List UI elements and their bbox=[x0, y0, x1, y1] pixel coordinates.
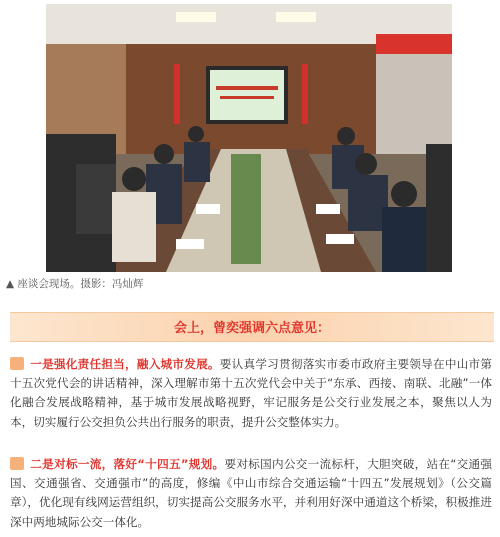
point-body-1: 要认真学习贯彻落实市委市政府主要领导在中山市第十五次党代会的讲话精神，深入理解市第十五次党代会中关于“东承、西接、南联、北融”一体化融合发展战略精神，基于城市发展战略视野，牢记服务是公交行业发展之本，聚焦以人为本，切实履行公交担负公共出行服务的职责，提升公交整体实力。 bbox=[10, 357, 492, 429]
photo-caption: ▲ 座谈会现场。摄影：冯灿辉 bbox=[6, 278, 144, 290]
meeting-photo-illustration bbox=[46, 4, 452, 272]
section-heading-banner bbox=[10, 312, 494, 342]
meeting-photo bbox=[46, 4, 452, 272]
bullet-square-icon bbox=[10, 457, 24, 470]
point-body-2: 要对标国内公交一流标杆，大胆突破，站在“交通强国、交通强省、交通强市”的高度，修编《中山市综合交通运输“十四五”发展规划》（公交篇章），优化现有线网运营组织，切实提高公交服务水平，并利用好深中通道这个桥梁，积极推进深中两地城际公交一体化。 bbox=[10, 457, 492, 529]
point-paragraph-1 bbox=[10, 355, 492, 432]
point-paragraph-2 bbox=[10, 455, 492, 532]
point-lead-1: 一是强化责任担当，融入城市发展。 bbox=[30, 357, 220, 371]
bullet-square-icon bbox=[10, 357, 24, 370]
point-lead-2: 二是对标一流，落好“十四五”规划。 bbox=[30, 457, 225, 471]
section-heading: 会上，曾奕强调六点意见： bbox=[173, 321, 330, 336]
